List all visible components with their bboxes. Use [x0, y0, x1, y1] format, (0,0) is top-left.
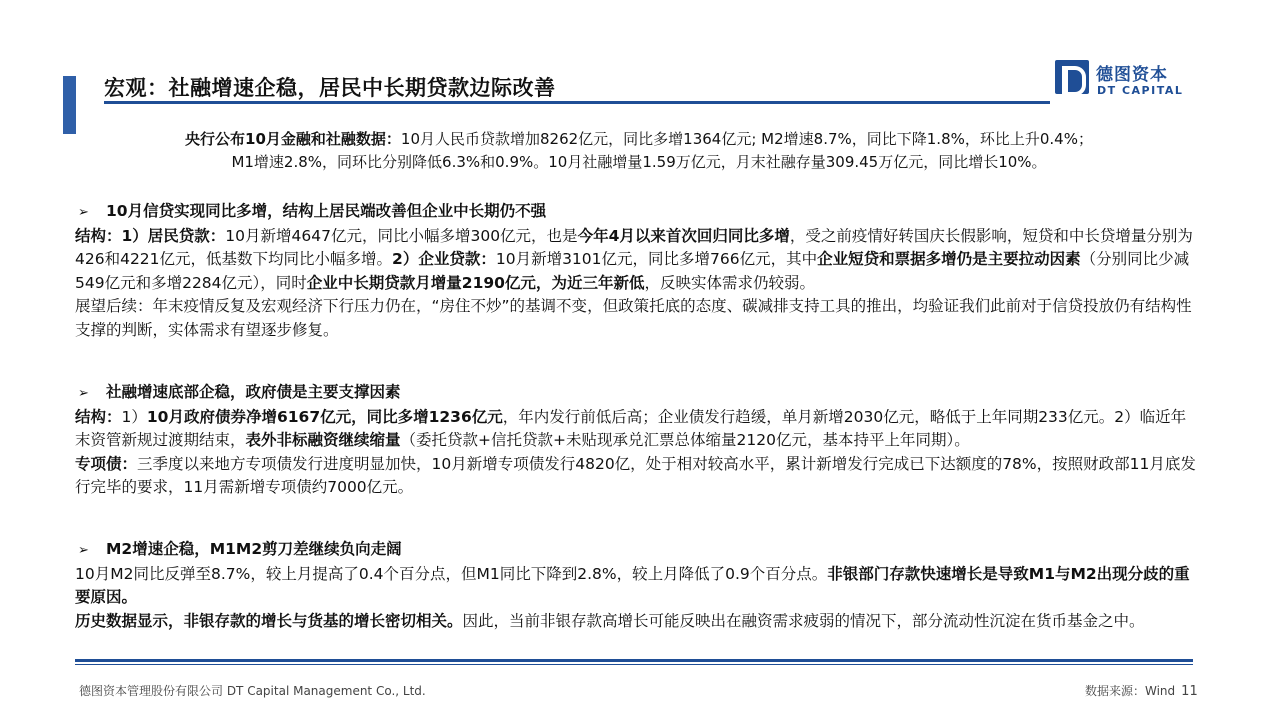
section-social-financing	[75, 381, 1199, 500]
section-heading-text: M2增速企稳，M1M2剪刀差继续负向走阔	[106, 540, 402, 558]
data-source: 数据来源：Wind	[1085, 684, 1176, 698]
paragraph	[75, 563, 1199, 610]
body-text: 10月新增4647亿元，同比小幅多增300亿元，也是	[225, 226, 578, 245]
body-text: （委托贷款+信托贷款+未贴现承兑汇票总体缩量2120亿元，基本持平上年同期）。	[400, 431, 970, 449]
emphasis-text: 历史数据显示，非银存款的增长与货基的增长密切相关。	[75, 611, 463, 630]
title-accent-bar	[63, 76, 76, 134]
footer-divider-thin	[75, 664, 1193, 665]
section-heading	[75, 538, 1199, 563]
page-title: 宏观：社融增速企稳，居民中长期贷款边际改善	[104, 76, 556, 100]
emphasis-text: 10月政府债券净增6167亿元，同比多增1236亿元	[146, 407, 503, 426]
body-text: （分别同比少减549亿元和多增2284亿元），同时	[75, 250, 1190, 292]
emphasis-text: 结构：1）居民贷款：	[75, 226, 226, 245]
title-underline	[104, 101, 1050, 104]
paragraph	[75, 406, 1199, 453]
body-text: 1）	[121, 407, 147, 426]
body-text: 10月M2同比反弹至8.7%，较上月提高了0.4个百分点，但M1同比下降到2.8%，较上月降低了0.9个百分点。	[75, 564, 828, 583]
section-heading	[75, 200, 1199, 225]
intro-line-1	[80, 128, 1198, 151]
arrow-bullet-icon: ➢	[78, 386, 89, 401]
emphasis-text: 非银部门存款快速增长是导致M1与M2出现分歧的重要原因。	[75, 564, 1190, 606]
footer-divider	[75, 659, 1193, 662]
section-m2	[75, 538, 1199, 633]
paragraph: 展望后续：年末疫情反复及宏观经济下行压力仍在，“房住不炒”的基调不变，但政策托底的态度、碳减排支持工具的推出，均验证我们此前对于信贷投放仍有结构性支撑的判断，实体需求有望逐步修复。	[75, 297, 1192, 339]
logo-name-cn: 德图资本	[1096, 65, 1168, 85]
page-number: 11	[1181, 684, 1198, 699]
body-text: 10月新增3101亿元，同比多增766亿元，其中	[495, 250, 818, 268]
intro-line-2: M1增速2.8%，同环比分别降低6.3%和0.9%。10月社融增量1.59万亿元，月末社融存量309.45万亿元，同比增长10%。	[231, 153, 1047, 171]
emphasis-text: 今年4月以来首次回归同比多增	[577, 226, 790, 245]
emphasis-text: 2）企业贷款：	[392, 250, 496, 268]
section-heading-text: 10月信贷实现同比多增，结构上居民端改善但企业中长期仍不强	[106, 202, 547, 220]
section-heading	[75, 381, 1199, 406]
body-text: 三季度以来地方专项债发行进度明显加快，10月新增专项债发行4820亿，处于相对较高水平，累计新增发行完成已下达额度的78%，按照财政部11月底发行完毕的要求，11月需新增专项债约7000亿元。	[75, 454, 1196, 496]
emphasis-text: 表外非标融资继续缩量	[245, 431, 401, 449]
body-text: 因此，当前非银存款高增长可能反映出在融资需求疲弱的情况下，部分流动性沉淀在货币基金之中。	[462, 611, 1145, 630]
intro-summary	[80, 128, 1198, 174]
footer-source	[1085, 682, 1198, 699]
logo-d-icon	[1055, 60, 1089, 94]
emphasis-text: 专项债：	[75, 454, 138, 473]
intro-lead: 央行公布10月金融和社融数据：	[185, 130, 401, 148]
logo-name-en: DT CAPITAL	[1097, 84, 1184, 97]
footer-company: 德图资本管理股份有限公司 DT Capital Management Co., Ltd.	[79, 684, 426, 698]
arrow-bullet-icon: ➢	[78, 543, 89, 558]
paragraph	[75, 453, 1199, 500]
emphasis-text: 结构：	[75, 407, 122, 426]
emphasis-text: 企业短贷和票据多增仍是主要拉动因素	[817, 250, 1081, 268]
section-heading-text: 社融增速底部企稳，政府债是主要支撑因素	[106, 383, 401, 401]
arrow-bullet-icon: ➢	[78, 205, 89, 220]
body-text: ，受之前疫情好转国庆长假影响，短贷和中长贷增量分别为426和4221亿元，低基数下均同比小幅多增。	[75, 226, 1193, 268]
intro-text-1: 10月人民币贷款增加8262亿元，同比多增1364亿元; M2增速8.7%，同比下降1.8%，环比上升0.4%；	[400, 130, 1093, 148]
body-text: ，反映实体需求仍较弱。	[644, 273, 815, 292]
paragraph	[75, 610, 1199, 634]
emphasis-text: 企业中长期贷款月增量2190亿元，为近三年新低	[306, 273, 645, 292]
company-logo	[1055, 60, 1195, 100]
body-text: ，年内发行前低后高；企业债发行趋缓，单月新增2030亿元，略低于上年同期233亿元。2）临近年末资管新规过渡期结束，	[75, 407, 1187, 449]
paragraph	[75, 225, 1199, 296]
section-credit	[75, 200, 1199, 342]
